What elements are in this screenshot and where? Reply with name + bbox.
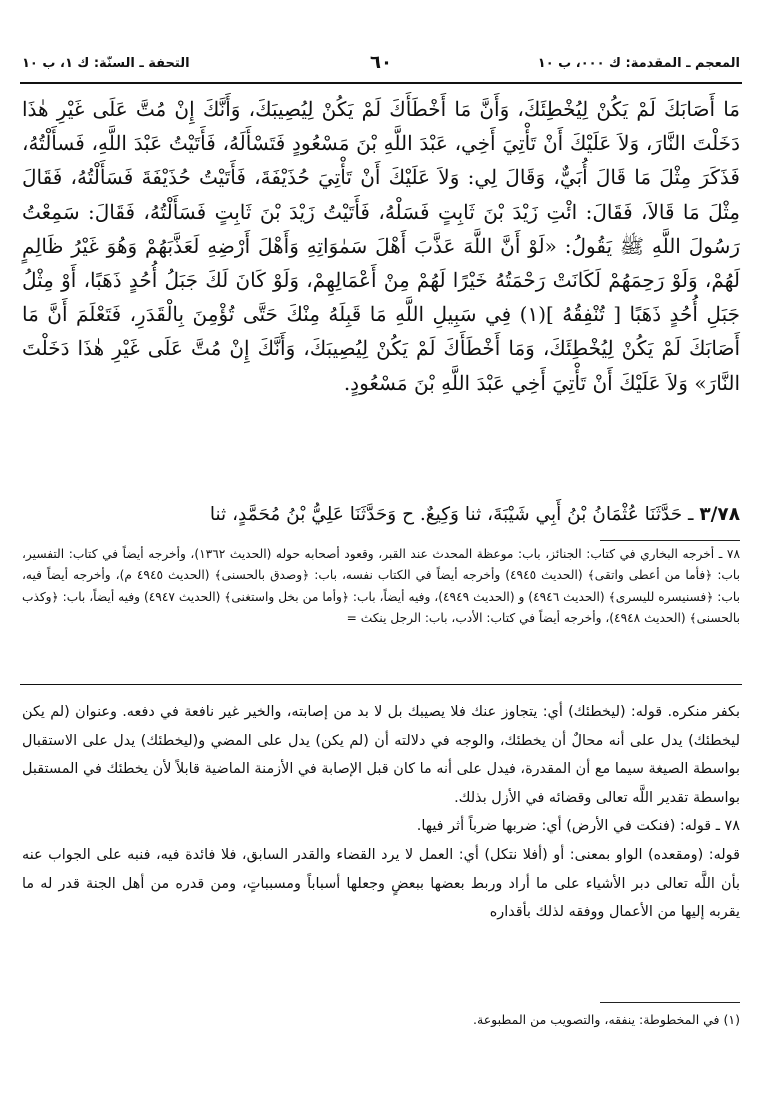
header-left-reference: التحفة ـ السنّة: ك ١، ب ١٠ <box>22 56 190 71</box>
running-header <box>22 52 740 80</box>
page-number: ٦٠ <box>370 52 392 73</box>
commentary-paragraph: بكفر منكره. قوله: (ليخطئك) أي: يتجاوز عنك فلا يصيبك بل لا بد من إصابته، والخير غير نافعة في دفعه. وعنوان (لم يكن ليخطئك) يدل على أنه محالٌ أن يخطئك، والوجه في دلالته أن (لم يكن) يدل على المضي و(ليخطئك) يدل على الاستقبال بواسطة الصيغة سيما مع أن المقدرة، فيدل على أنه ما كان قبل الإصابة في الأزمنة الماضية قابلاً لأن يخطئك في المستقبل بواسطة تقدير اللَّه تعالى وقضائه في الأزل بذلك. <box>22 704 740 806</box>
manuscript-footnote: (١) في المخطوطة: ينفقه، والتصويب من المطبوعة. <box>473 1012 740 1027</box>
commentary-paragraph: قوله: (ومقعده) الواو بمعنى: أو (أفلا نتكل) أي: العمل لا يرد القضاء والقدر السابق، فلا فائدة فيه، فنبه على الجواب عنه بأن اللَّه تعالى دبر الأشياء على ما أراد وربط بعضها ببعضٍ وجعلها أسباباً ومسبباتٍ، ومن قدره من أهل الجنة قدر له ما يقربه إليها من الأعمال ووفقه لذلك بأقداره <box>22 846 740 921</box>
hadith-chain <box>22 498 740 532</box>
hadith-main-text <box>22 92 740 400</box>
commentary-divider <box>20 684 742 685</box>
footnote-rule-2 <box>600 1002 740 1003</box>
takhrij-footnote: ٧٨ ـ أخرجه البخاري في كتاب: الجنائز، باب: موعظة المحدث عند القبر، وقعود أصحابه حوله (الحديث ١٣٦٢)، وأخرجه أيضاً في كتاب: التفسير، باب: ﴿فأما من أعطى واتقى﴾ (الحديث ٤٩٤٥) وأخرجه أيضاً في الكتاب نفسه، باب: ﴿وصدق بالحسنى﴾ (الحديث ٤٩٤٥ م)، وأخرجه أيضاً فيه، باب: ﴿فسنيسره لليسرى﴾ (الحديث ٤٩٤٦) و (الحديث ٤٩٤٩)، وفيه أيضاً، باب: ﴿وأما من بخل واستغنى﴾ (الحديث ٤٩٤٧) وفيه أيضاً، باب: ﴿وكذب بالحسنى﴾ (الحديث ٤٩٤٨)، وأخرجه أيضاً في كتاب: الأدب، باب: الرجل ينكث = <box>22 547 741 626</box>
header-rule <box>20 82 742 84</box>
commentary-paragraph: ٧٨ ـ قوله: (فنكت في الأرض) أي: ضربها ضرباً أثر فيها. <box>416 818 740 835</box>
footnote-rule <box>600 540 740 541</box>
main-text-paragraph: مَا أَصَابَكَ لَمْ يَكُنْ لِيُخْطِئَكَ، وَأَنَّ مَا أَخْطَأَكَ لَمْ يَكُنْ لِيُصِيبَكَ، وَأَنَّكَ إِنْ مُتَّ عَلَى غَيْرِ هٰذَا دَخَلْتَ النَّارَ، وَلاَ عَلَيْكَ أَنْ تَأْتِيَ أَخِي، عَبْدَ اللَّهِ بْنَ مَسْعُودٍ فَتَسْأَلَهُ، فَأَتَيْتُ عَبْدَ اللَّهِ، فَسأَلْتُهُ، فَذَكَرَ مِثْلَ مَا قَالَ أُبَيٌّ، وَقَالَ لِي: وَلاَ عَلَيْكَ أَنْ تَأْتِيَ حُذَيْفَةَ، فَأَتَيْتُ حُذَيْفَةَ فَسَأَلْتُهُ، فَقَالَ مِثْلَ مَا قَالاَ، فَقَالَ: ائْتِ زَيْدَ بْنَ ثَابِتٍ فَسَلْهُ، فَأَتَيْتُ زَيْدَ بْنَ ثَابِتٍ فَسَأَلْتُهُ، فَقَالَ: سَمِعْتُ رَسُولَ اللَّهِ ﷺ يَقُولُ: «لَوْ أَنَّ اللَّهَ عَذَّبَ أَهْلَ سَمٰوَاتِهِ وَأَهْلَ أَرْضِهِ لَعَذَّبَهُمْ وَهُوَ غَيْرُ ظَالِمٍ لَهُمْ، وَلَوْ رَحِمَهُمْ لَكَانَتْ رَحْمَتُهُ خَيْرًا لَهُمْ مِنْ أَعْمَالِهِمْ، وَلَوْ كَانَ لَكَ جَبَلُ أُحُدٍ ذَهَبًا، أَوْ مِثْلُ جَبَلِ أُحُدٍ ذَهَبًا [ تُنْفِقُهُ ](١) فِي سَبِيلِ اللَّهِ مَا قَبِلَهُ مِنْكَ حَتَّى تُؤْمِنَ بِالْقَدَرِ، فَتَعْلَمَ أَنَّ مَا أَصَابَكَ لَمْ يَكُنْ لِيُخْطِئَكَ، وَمَا أَخْطَأَكَ لَمْ يَكُنْ لِيُصِيبَكَ، وَأَنَّكَ إِنْ مُتَّ عَلَى غَيْرِ هٰذَا دَخَلْتَ النَّارَ» وَلاَ عَلَيْكَ أَنْ تَأْتِيَ أَخِي عَبْدَ اللَّهِ بْنَ مَسْعُودٍ. <box>22 97 740 395</box>
header-right-reference: المعجم ـ المقدمة: ك ٠٠٠، ب ١٠ <box>537 56 740 71</box>
hadith-chain-text: ـ حَدَّثَنَا عُثْمَانُ بْنُ أَبِي شَيْبَةَ، ثنا وَكِيعٌ. ح وَحَدَّثَنَا عَلِيُّ بْنُ مُحَمَّدٍ، ثنا <box>209 504 694 525</box>
commentary <box>22 698 740 927</box>
hadith-number: ٣/٧٨ <box>699 504 740 525</box>
